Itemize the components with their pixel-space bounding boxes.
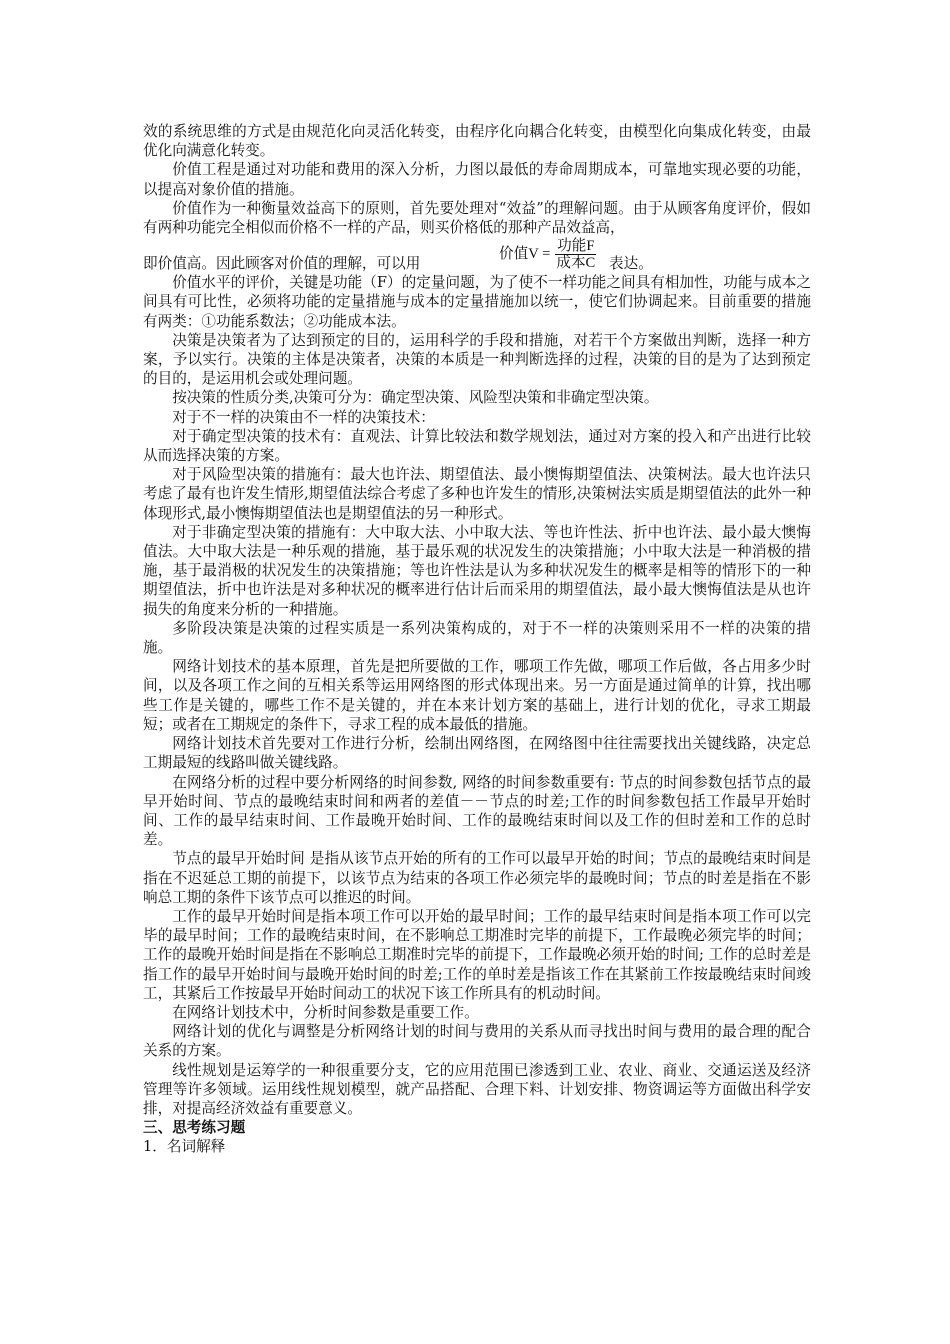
paragraph-value-engineering: 价值工程是通过对功能和费用的深入分析，力图以最低的寿命周期成本，可靠地实现必要的功能，以提高对象价值的措施。	[143, 161, 811, 198]
formula-lhs: 价值V =	[499, 246, 551, 263]
paragraph-network-optimization: 网络计划的优化与调整是分析网络计划的时间与费用的关系从而寻找出时间与费用的最合理的配合关系的方案。	[143, 1023, 811, 1060]
value-formula	[499, 238, 597, 271]
paragraph-p0: 效的系统思维的方式是由规范化向灵活化转变，由程序化向耦合化转变，由模型化向集成化转变，由最优化向满意化转变。	[143, 123, 811, 160]
document-page	[143, 122, 811, 1157]
paragraph-time-analysis: 在网络计划技术中，分析时间参数是重要工作。	[172, 1003, 479, 1021]
paragraph-uncertain-decision: 对于非确定型决策的措施有：大中取大法、小中取大法、等也许性法、折中也许法、最小最大懊悔值法。大中取大法是一种乐观的措施，基于最乐观的状况发生的决策措施；小中取大法是一种消极的措施，基于最消极的状况发生的决策措施；等也许性法是认为多种状况发生的概率是相等的情形下的一种期望值法，折中也许法是对多种状况的概率进行估计后而采用的期望值法，最小最大懊悔值法是从也许损失的角度来分析的一种措施。	[143, 523, 811, 618]
section-heading: 三、思考练习题	[143, 1119, 246, 1137]
paragraph-critical-path: 网络计划技术首先要对工作进行分析，绘制出网络图，在网络图中往往需要找出关键线路，决定总工期最短的线路叫做关键线路。	[143, 735, 811, 772]
formula-tail-text: 表达。	[609, 255, 653, 273]
paragraph-network-principle: 网络计划技术的基本原理，首先是把所要做的工作，哪项工作先做，哪项工作后做，各占用多少时间，以及各项工作之间的互相关系等运用网络图的形式体现出来。另一方面是通过简单的计算，找出哪些工作是关键的，哪些工作不是关键的，并在本来计划方案的基础上，进行计划的优化，寻求工期最短；或者在工期规定的条件下，寻求工程的成本最低的措施。	[143, 658, 811, 733]
formula-lead-text: 即价值高。因此顾客对价值的理解，可以用	[143, 255, 421, 273]
paragraph-decision-techniques: 对于不一样的决策由不一样的决策技术：	[172, 408, 435, 426]
paragraph-time-parameters: 在网络分析的过程中要分析网络的时间参数, 网络的时间参数重要有: 节点的时间参数包括节点的最早开始时间、节点的最晚结束时间和两者的差值－－节点的时差;工作的时间参数包括工作最早开始时间、工作的最早结束时间、工作最晚开始时间、工作的最晚结束时间以及工作的但时差和工作的总时差。	[143, 773, 811, 849]
paragraph-decision-definition: 决策是决策者为了达到预定的目的，运用科学的手段和措施，对若干个方案做出判断，选择一种方案，予以实行。决策的主体是决策者，决策的本质是一种判断选择的过程，决策的目的是为了达到预定的目的，是运用机会或处理问题。	[143, 331, 811, 388]
paragraph-node-times: 节点的最早开始时间 是指从该节点开始的所有的工作可以最早开始的时间；节点的最晚结束时间是指在不迟延总工期的前提下，以该节点为结束的各项工作必须完毕的最晚时间；节点的时差是指在不影响总工期的条件下该节点可以推迟的时间。	[143, 850, 811, 906]
paragraph-multistage-decision: 多阶段决策是决策的过程实质是一系列决策构成的，对于不一样的决策则采用不一样的决策的措施。	[143, 619, 811, 657]
paragraph-decision-types: 按决策的性质分类,决策可分为：确定型决策、风险型决策和非确定型决策。	[172, 389, 659, 407]
formula-fraction	[554, 238, 597, 271]
paragraph-work-times: 工作的最早开始时间是指本项工作可以开始的最早时间；工作的最早结束时间是指本项工作可以完毕的最早时间；工作的最晚结束时间，在不影响总工期准时完毕的前提下，工作最晚必须完毕的时间；工作的最晚开始时间是指在不影响总工期准时完毕的前提下，工作最晚必须开始的时间; 工作的总时差是指工作的最早开始时间与最晚开始时间的时差;工作的单时差是指该工作在其紧前工作按最晚结束时间竣工，其紧后工作按最早开始时间动工的状况下该工作所具有的机动时间。	[143, 907, 811, 1002]
paragraph-linear-programming: 线性规划是运筹学的一种很重要分支，它的应用范围已渗透到工业、农业、商业、交通运送及经济管理等许多领域。运用线性规划模型，就产品搭配、合理下料、计划安排、物资调运等方面做出科学安排，对提高经济效益有重要意义。	[143, 1061, 811, 1117]
paragraph-value-principle: 价值作为一种衡量效益高下的原则，首先要处理对“效益”的理解问题。由于从顾客角度评价，假如有两种功能完全相似而价格不一样的产品，则买价格低的那种产品效益高，	[143, 199, 811, 237]
paragraph-value-level: 价值水平的评价，关键是功能（F）的定量问题，为了使不一样功能之间具有相加性，功能与成本之间具有可比性，必须将功能的定量措施与成本的定量措施加以统一，使它们协调起来。目前重要的措施有两类：①功能系数法；②功能成本法。	[143, 274, 811, 330]
formula-numerator: 功能F	[557, 238, 595, 255]
formula-denominator: 成本C	[556, 255, 596, 272]
exercise-item-1: 1．名词解释	[143, 1138, 226, 1156]
formula-line	[143, 237, 811, 273]
paragraph-risk-decision: 对于风险型决策的措施有：最大也许法、期望值法、最小懊悔期望值法、决策树法。最大也许法只考虑了最有也许发生情形,期望值法综合考虑了多种也许发生的情形,决策树法实质是期望值法的此外一种体现形式,最小懊悔期望值法也是期望值法的另一种形式。	[143, 466, 811, 522]
paragraph-certain-decision: 对于确定型决策的技术有：直观法、计算比较法和数学规划法，通过对方案的投入和产出进行比较从而选择决策的方案。	[143, 427, 811, 465]
